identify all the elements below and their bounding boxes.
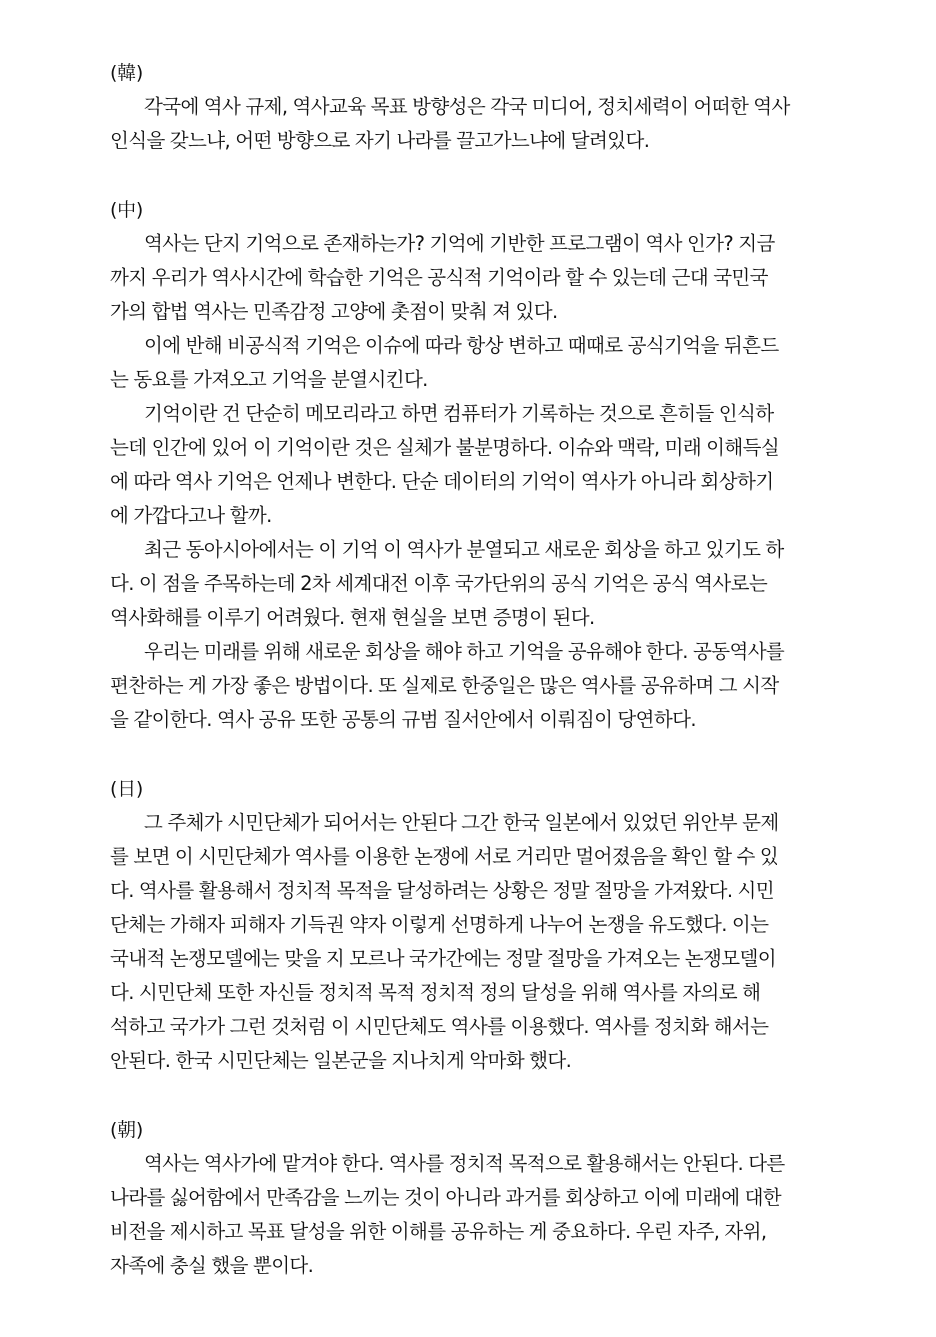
section-north-korea [110, 1113, 830, 1283]
paragraph-line: 단체는 가해자 피해자 기득권 약자 이렇게 선명하게 나누어 논쟁을 유도했다. 이는 [110, 913, 769, 936]
section-heading: (中) [110, 199, 143, 221]
paragraph-line: 다. 역사를 활용해서 정치적 목적을 달성하려는 상황은 정말 절망을 가져왔다. 시민 [110, 879, 775, 902]
paragraph-line: 에 가깝다고나 할까. [110, 504, 272, 527]
paragraph-line: 에 따라 역사 기억은 언제나 변한다. 단순 데이터의 기억이 역사가 아니라 회상하기 [110, 470, 774, 493]
paragraph-line: 역사화해를 이루기 어려웠다. 현재 현실을 보면 증명이 된다. [110, 606, 595, 629]
paragraph-line: 를 보면 이 시민단체가 역사를 이용한 논쟁에 서로 거리만 멀어졌음을 확인 할 수 있 [110, 845, 779, 868]
paragraph-line: 인식을 갖느냐, 어떤 방향으로 자기 나라를 끌고가느냐에 달려있다. [110, 129, 650, 152]
section-korea [110, 56, 830, 158]
section-japan [110, 772, 830, 1078]
paragraph-line: 비전을 제시하고 목표 달성을 위한 이해를 공유하는 게 중요하다. 우린 자주, 자위, [110, 1220, 767, 1243]
paragraph-line: 다. 이 점을 주목하는데 2차 세계대전 이후 국가단위의 공식 기억은 공식 역사로는 [110, 572, 768, 595]
paragraph-line: 기억이란 건 단순히 메모리라고 하면 컴퓨터가 기록하는 것으로 흔히들 인식하 [144, 402, 774, 425]
paragraph-line: 각국에 역사 규제, 역사교육 목표 방향성은 각국 미디어, 정치세력이 어떠한 역사 [144, 95, 790, 118]
paragraph-line: 다. 시민단체 또한 자신들 정치적 목적 정치적 정의 달성을 위해 역사를 자의로 해 [110, 981, 761, 1004]
section-china [110, 193, 830, 737]
paragraph-line: 우리는 미래를 위해 새로운 회상을 해야 하고 기억을 공유해야 한다. 공동역사를 [144, 640, 785, 663]
paragraph-line: 편찬하는 게 가장 좋은 방법이다. 또 실제로 한중일은 많은 역사를 공유하며 그 시작 [110, 674, 779, 697]
paragraph-line: 는 동요를 가져오고 기억을 분열시킨다. [110, 368, 428, 391]
paragraph-line: 역사는 역사가에 맡겨야 한다. 역사를 정치적 목적으로 활용해서는 안된다. 다른 [144, 1152, 785, 1175]
paragraph-line: 까지 우리가 역사시간에 학습한 기억은 공식적 기억이라 할 수 있는데 근대 국민국 [110, 266, 768, 289]
paragraph-line: 최근 동아시아에서는 이 기억 이 역사가 분열되고 새로운 회상을 하고 있기도 하 [144, 538, 784, 561]
paragraph-line: 을 같이한다. 역사 공유 또한 공통의 규범 질서안에서 이뤄짐이 당연하다. [110, 708, 696, 731]
paragraph-line: 그 주체가 시민단체가 되어서는 안된다 그간 한국 일본에서 있었던 위안부 문제 [144, 811, 779, 834]
paragraph-line: 국내적 논쟁모델에는 맞을 지 모르나 국가간에는 정말 절망을 가져오는 논쟁모델이 [110, 947, 776, 970]
paragraph-line: 나라를 싫어함에서 만족감을 느끼는 것이 아니라 과거를 회상하고 이에 미래에 대한 [110, 1186, 782, 1209]
paragraph-line: 안된다. 한국 시민단체는 일본군을 지나치게 악마화 했다. [110, 1049, 572, 1072]
paragraph-line: 는데 인간에 있어 이 기억이란 것은 실체가 불분명하다. 이슈와 맥락, 미래 이해득실 [110, 436, 780, 459]
paragraph-line: 자족에 충실 했을 뿐이다. [110, 1254, 314, 1277]
section-heading: (日) [110, 778, 143, 800]
paragraph-line: 석하고 국가가 그런 것처럼 이 시민단체도 역사를 이용했다. 역사를 정치화 해서는 [110, 1015, 769, 1038]
paragraph-line: 역사는 단지 기억으로 존재하는가? 기억에 기반한 프로그램이 역사 인가? 지금 [144, 232, 775, 255]
paragraph-line: 이에 반해 비공식적 기억은 이슈에 따라 항상 변하고 때때로 공식기억을 뒤흔드 [144, 334, 779, 357]
section-heading: (朝) [110, 1119, 143, 1141]
paragraph-line: 가의 합법 역사는 민족감정 고양에 촛점이 맞춰 져 있다. [110, 300, 558, 323]
section-heading: (韓) [110, 62, 143, 84]
document-page [110, 56, 830, 1318]
